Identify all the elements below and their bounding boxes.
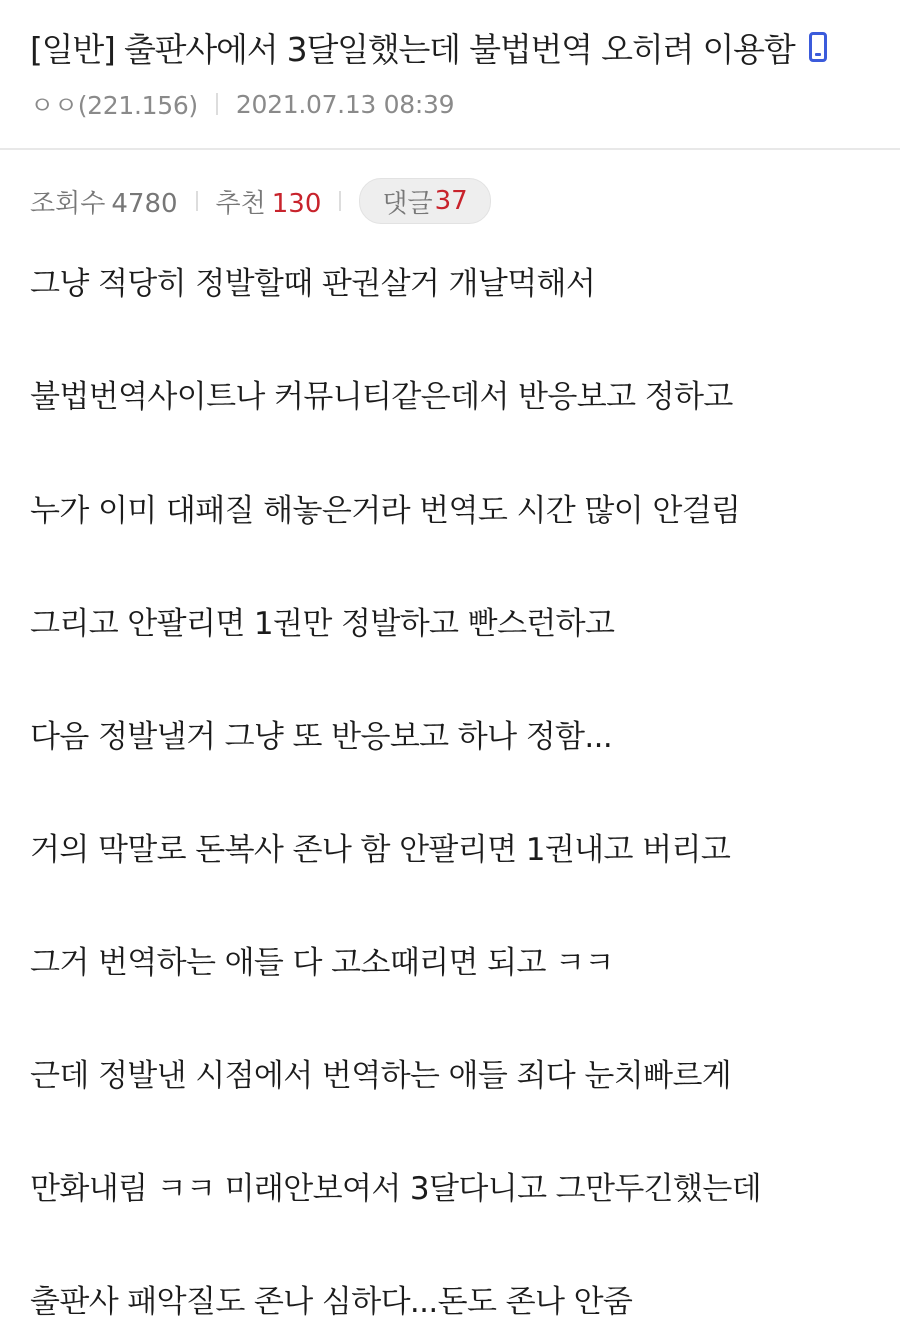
body-line: 근데 정발낸 시점에서 번역하는 애들 죄다 눈치빠르게	[30, 1058, 732, 1094]
views-count: 4780	[111, 188, 178, 219]
comments-button[interactable]	[359, 178, 490, 224]
post-datetime: 2021.07.13 08:39	[235, 89, 455, 119]
comments-label: 댓글	[382, 188, 433, 219]
post-title-row	[30, 22, 900, 72]
body-line: 만화내림 ㅋㅋ 미래안보여서 3달다니고 그만두긴했는데	[30, 1171, 762, 1207]
post-stats	[30, 178, 491, 224]
body-line: 다음 정발낼거 그냥 또 반응보고 하나 정함...	[30, 719, 613, 755]
recommend-label: 추천	[215, 188, 266, 219]
header-divider	[0, 148, 900, 150]
post-meta	[30, 86, 454, 122]
body-line: 그리고 안팔리면 1권만 정발하고 빤스런하고	[30, 606, 615, 642]
author-name[interactable]: ㅇㅇ(221.156)	[30, 91, 198, 120]
body-line: 거의 막말로 돈복사 존나 함 안팔리면 1권내고 버리고	[30, 832, 731, 868]
body-line: 그거 번역하는 애들 다 고소때리면 되고 ㅋㅋ	[30, 945, 614, 981]
recommend-count: 130	[271, 188, 322, 219]
body-line: 불법번역사이트나 커뮤니티같은데서 반응보고 정하고	[30, 379, 733, 415]
comments-count: 37	[434, 186, 468, 216]
stats-divider	[196, 191, 198, 211]
views-stat	[30, 183, 178, 220]
meta-divider	[216, 93, 218, 115]
recommend-stat	[216, 183, 322, 220]
body-line: 누가 이미 대패질 해놓은거라 번역도 시간 많이 안걸림	[30, 493, 741, 529]
body-line: 그냥 적당히 정발할때 판권살거 개날먹해서	[30, 266, 596, 302]
views-label: 조회수	[30, 188, 106, 219]
post-title: [일반] 출판사에서 3달일했는데 불법번역 오히려 이용함	[30, 29, 795, 69]
mobile-icon	[809, 32, 827, 62]
body-line: 출판사 패악질도 존나 심하다...돈도 존나 안줌	[30, 1284, 633, 1320]
stats-divider	[339, 191, 341, 211]
